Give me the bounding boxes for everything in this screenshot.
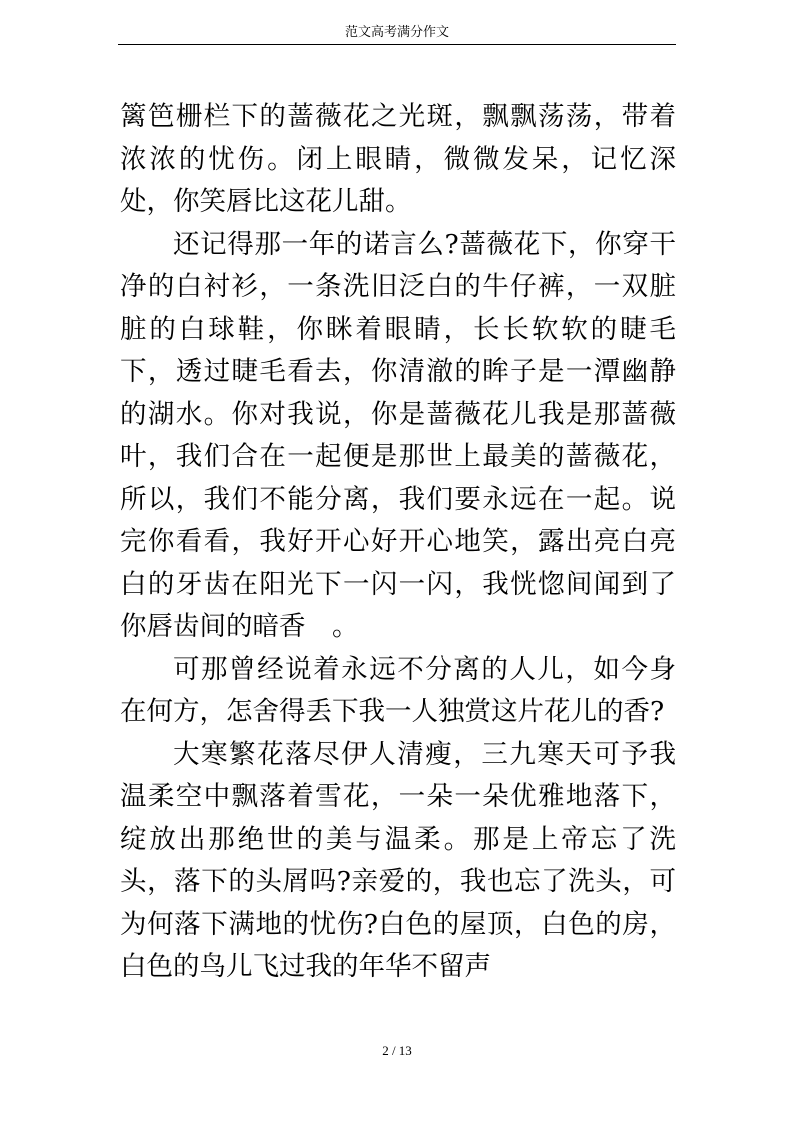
paragraph-4: 大寒繁花落尽伊人清瘦，三九寒天可予我温柔空中飘落着雪花，一朵一朵优雅地落下，绽放出那绝世的美与温柔。那是上帝忘了洗头，落下的头屑吗?亲爱的，我也忘了洗头，可为何落下满地的忧伤?白色的屋顶，白色的房，白色的鸟儿飞过我的年华不留声 [120,738,676,982]
paragraph-3: 可那曾经说着永远不分离的人儿，如今身在何方，怎舍得丢下我一人独赏这片花儿的香? [120,653,676,727]
page-footer [0,1043,794,1059]
document-body [120,96,676,989]
paragraph-2: 还记得那一年的诺言么?蔷薇花下，你穿干净的白衬衫，一条洗旧泛白的牛仔裤，一双脏脏的白球鞋，你眯着眼睛，长长软软的睫毛下，透过睫毛看去，你清澈的眸子是一潭幽静的湖水。你对我说，你是蔷薇花儿我是那蔷薇叶，我们合在一起便是那世上最美的蔷薇花，所以，我们不能分离，我们要永远在一起。说完你看看，我好开心好开心地笑，露出亮白亮白的牙齿在阳光下一闪一闪，我恍惚间闻到了你唇齿间的暗香 。 [120,228,676,642]
page-number: 2 / 13 [382,1043,412,1058]
page-header [118,24,676,45]
header-title: 范文高考满分作文 [344,25,449,40]
paragraph-1: 篱笆栅栏下的蔷薇花之光斑，飘飘荡荡，带着浓浓的忧伤。闭上眼睛，微微发呆，记忆深处，你笑唇比这花儿甜。 [120,101,676,217]
